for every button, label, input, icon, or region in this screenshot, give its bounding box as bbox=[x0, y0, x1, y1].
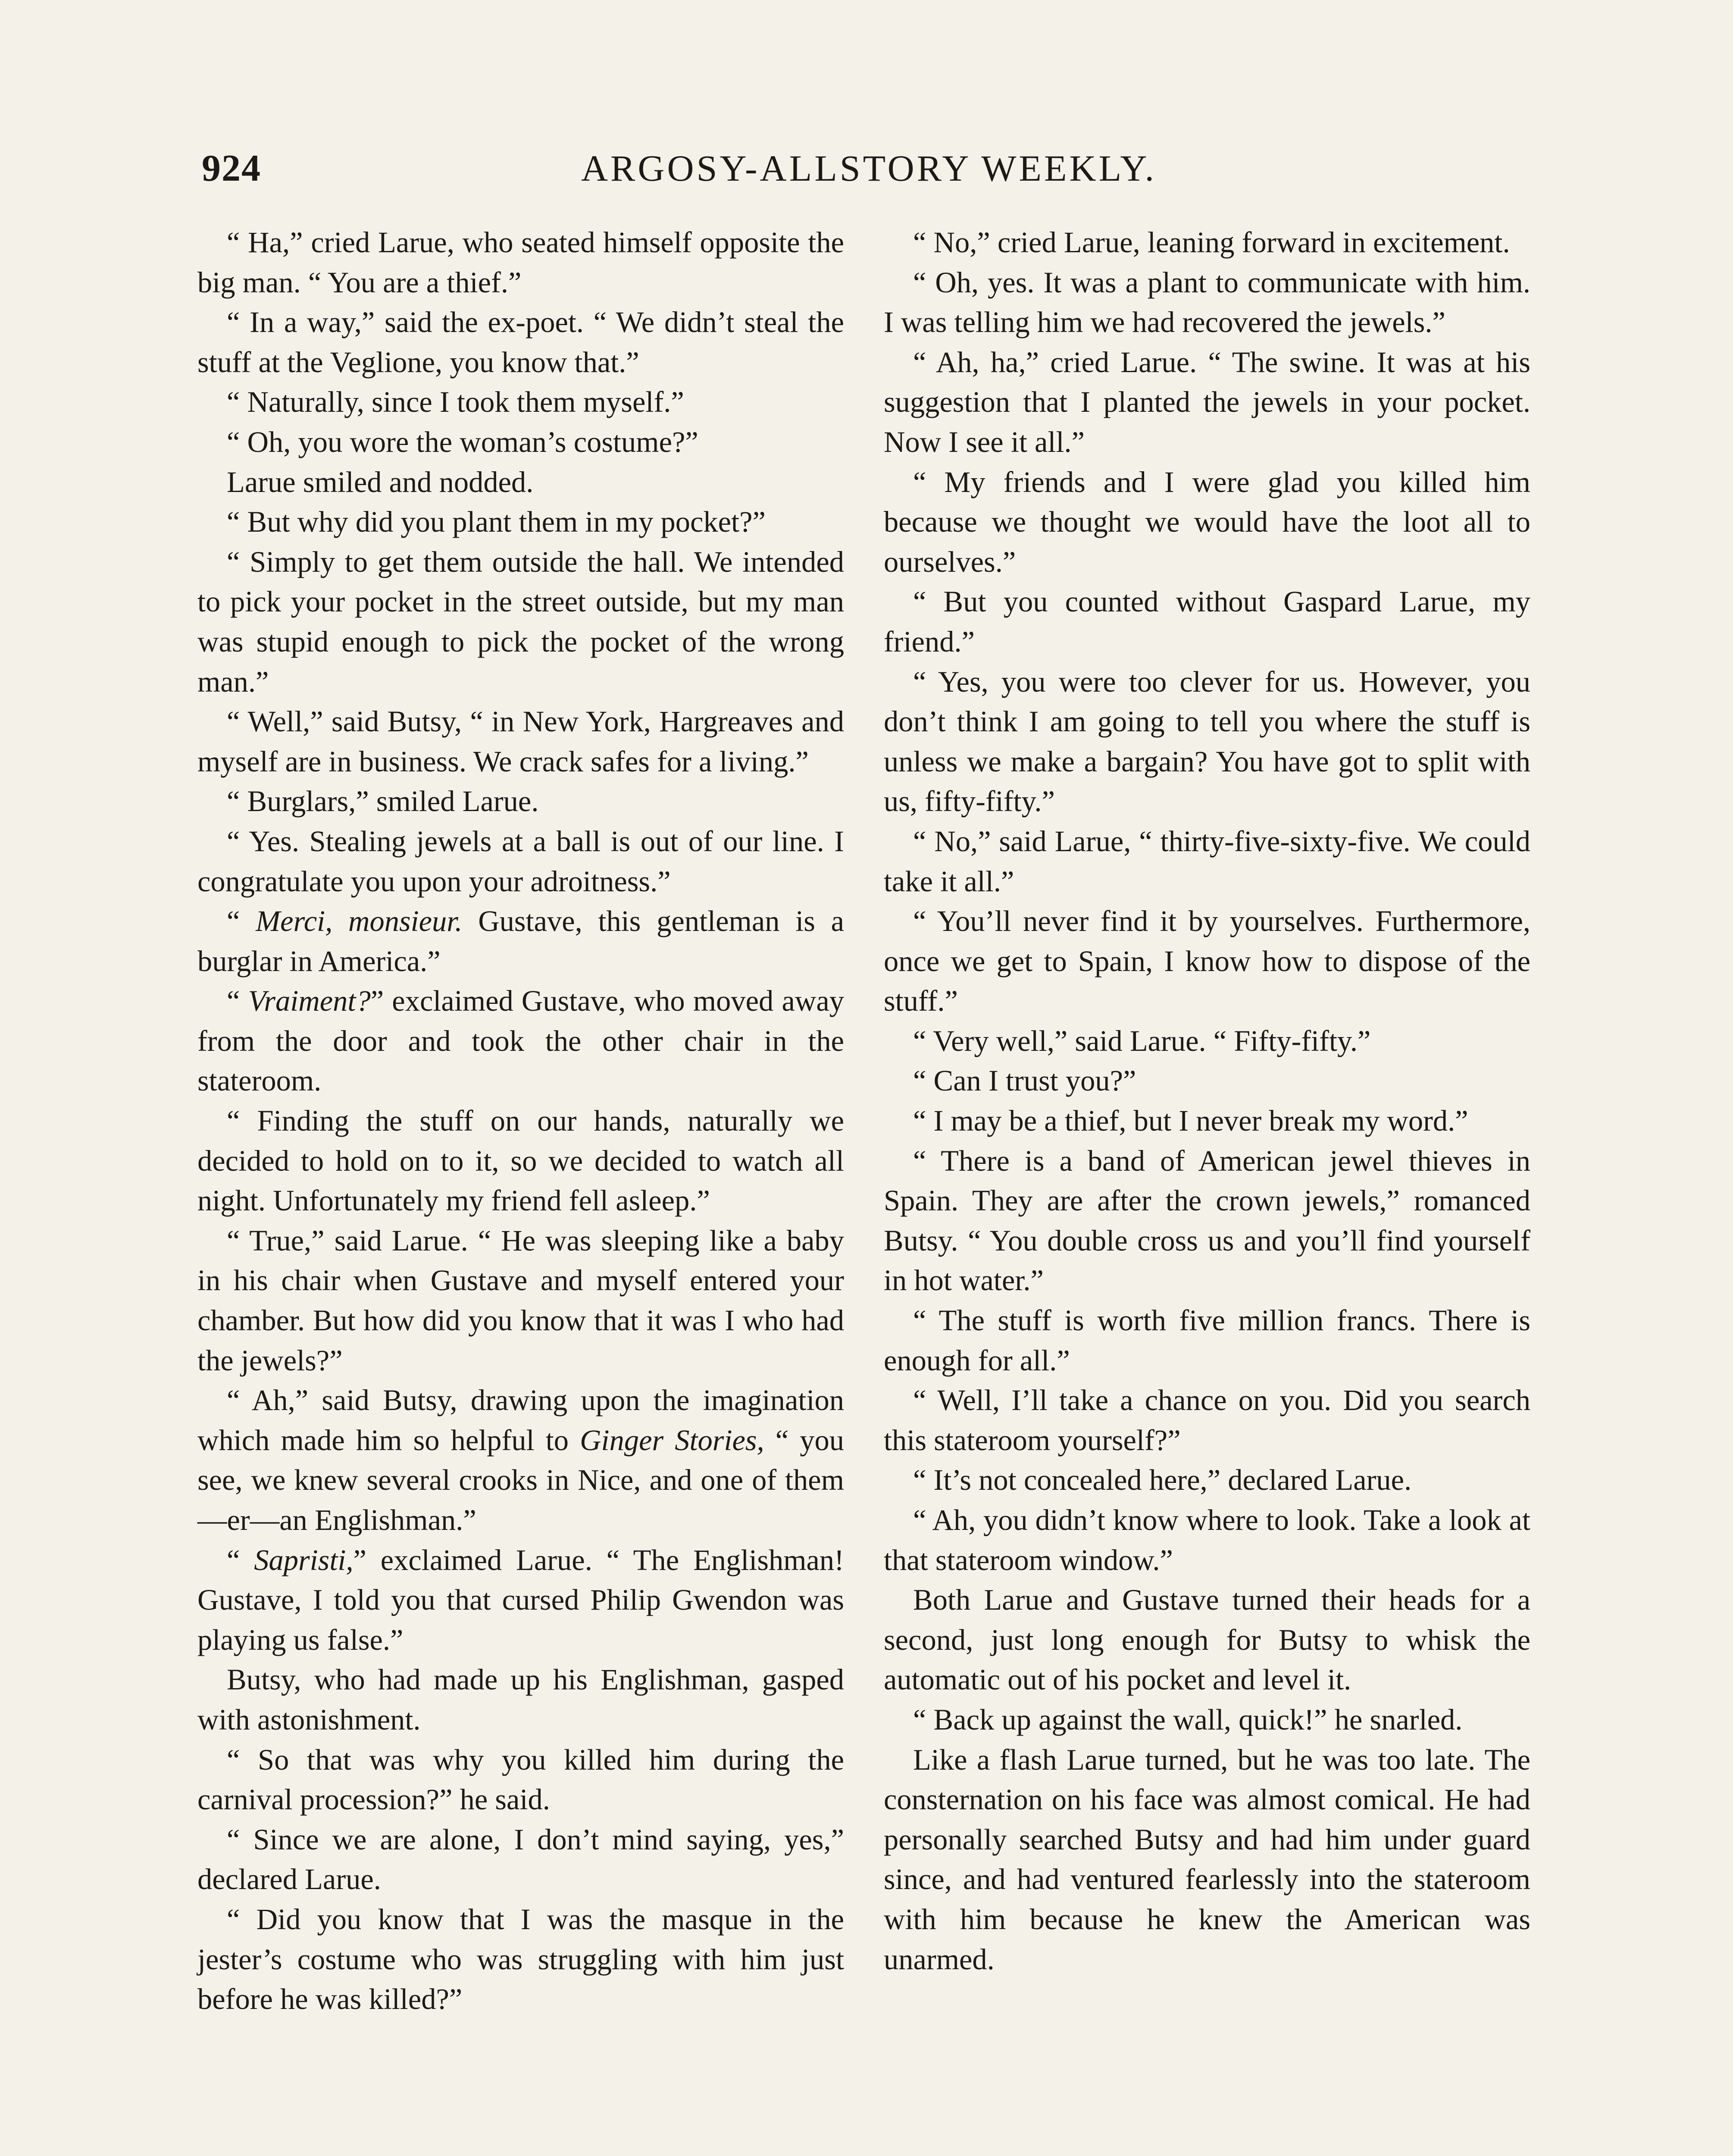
paragraph bbox=[197, 781, 844, 821]
paragraph-text: “ Well,” said Butsy, “ in New York, Hargreaves and myself are in business. We crack safes for a living.” bbox=[197, 705, 844, 778]
paragraph-text: “ The stuff is worth five million francs. There is enough for all.” bbox=[884, 1304, 1530, 1377]
paragraph bbox=[197, 981, 844, 1101]
paragraph-text: “ Oh, yes. It was a plant to communicate with him. I was telling him we had recovered the jewels.” bbox=[884, 266, 1530, 339]
paragraph-text: Larue smiled and nodded. bbox=[227, 465, 534, 498]
paragraph bbox=[884, 1740, 1530, 1980]
paragraph bbox=[197, 422, 844, 462]
paragraph-text: “ It’s not concealed here,” declared Larue. bbox=[913, 1463, 1412, 1497]
paragraph bbox=[884, 263, 1530, 342]
paragraph bbox=[197, 1380, 844, 1540]
right-column bbox=[884, 222, 1530, 1979]
paragraph bbox=[197, 222, 844, 302]
paragraph bbox=[197, 901, 844, 981]
paragraph bbox=[884, 1380, 1530, 1460]
paragraph-text: “ But you counted without Gaspard Larue, my friend.” bbox=[884, 585, 1530, 658]
paragraph bbox=[884, 1500, 1530, 1580]
paragraph-text: “ I may be a thief, but I never break my word.” bbox=[913, 1104, 1468, 1138]
paragraph bbox=[884, 1700, 1530, 1740]
running-title: ARGOSY-ALLSTORY WEEKLY. bbox=[581, 147, 1157, 189]
paragraph-text: “ bbox=[227, 1543, 254, 1576]
paragraph-text: “ Naturally, since I took them myself.” bbox=[227, 385, 684, 419]
paragraph-text: “ you see, we knew several crooks in Nice, and one of them—er—an Englishman.” bbox=[197, 1423, 844, 1536]
paragraph bbox=[884, 342, 1530, 462]
paragraph bbox=[197, 702, 844, 781]
paragraph-text: “ Ah, ha,” cried Larue. “ The swine. It was at his suggestion that I planted the jewels in your pocket. Now I see it all.” bbox=[884, 345, 1530, 458]
paragraph-text: “ There is a band of American jewel thieves in Spain. They are after the crown jewels,” romanced Butsy. “ You double cross us and you’ll find yourself in hot water.” bbox=[884, 1144, 1530, 1297]
page-number: 924 bbox=[202, 147, 261, 189]
paragraph bbox=[197, 502, 844, 542]
paragraph-text: “ Can I trust you?” bbox=[913, 1064, 1136, 1097]
paragraph-text: “ Very well,” said Larue. “ Fifty-fifty.” bbox=[913, 1024, 1371, 1057]
paragraph bbox=[884, 901, 1530, 1021]
paragraph bbox=[197, 1101, 844, 1221]
italic-text: Ginger Stories, bbox=[580, 1423, 764, 1457]
paragraph-text: “ Burglars,” smiled Larue. bbox=[227, 785, 539, 818]
paragraph-text: “ Yes. Stealing jewels at a ball is out of our line. I congratulate you upon your adroitness.” bbox=[197, 824, 844, 898]
left-column bbox=[197, 222, 844, 2019]
paragraph-text: Both Larue and Gustave turned their heads for a second, just long enough for Butsy to whisk the automatic out of his pocket and level it. bbox=[884, 1583, 1530, 1696]
paragraph-text: “ Back up against the wall, quick!” he snarled. bbox=[913, 1703, 1463, 1736]
paragraph-text: Like a flash Larue turned, but he was too late. The consternation on his face was almost comical. He had personally searched Butsy and had him under guard since, and had ventured fearlessly into the stateroom with him because he knew the American was unarmed. bbox=[884, 1743, 1530, 1976]
paragraph-text: “ My friends and I were glad you killed him because we thought we would have the loot all to ourselves.” bbox=[884, 465, 1530, 578]
paragraph bbox=[197, 542, 844, 702]
paragraph-text: “ No,” cried Larue, leaning forward in excitement. bbox=[913, 226, 1510, 259]
paragraph-text: “ Ah,” said Butsy, drawing upon the imagination which made him so helpful to bbox=[197, 1384, 844, 1457]
paragraph bbox=[884, 1141, 1530, 1300]
paragraph bbox=[197, 1221, 844, 1380]
paragraph-text: “ No,” said Larue, “ thirty-five-sixty-five. We could take it all.” bbox=[884, 824, 1530, 898]
paragraph-text: Gustave, this gentleman is a burglar in America.” bbox=[197, 905, 844, 978]
paragraph-text: “ Ha,” cried Larue, who seated himself opposite the big man. “ You are a thief.” bbox=[197, 226, 844, 299]
paragraph-text: “ Oh, you wore the woman’s costume?” bbox=[227, 425, 698, 458]
paragraph bbox=[884, 662, 1530, 821]
paragraph-text: ” exclaimed Gustave, who moved away from the door and took the other chair in the stateroom. bbox=[197, 984, 844, 1097]
paragraph bbox=[197, 1899, 844, 2019]
paragraph bbox=[884, 462, 1530, 582]
paragraph bbox=[197, 1660, 844, 1739]
paragraph bbox=[884, 1101, 1530, 1141]
paragraph bbox=[884, 582, 1530, 661]
paragraph bbox=[197, 1820, 844, 1899]
paragraph bbox=[884, 1580, 1530, 1700]
paragraph-text: “ True,” said Larue. “ He was sleeping like a baby in his chair when Gustave and myself entered your chamber. But how did you know that it was I who had the jewels?” bbox=[197, 1224, 844, 1377]
page-header bbox=[202, 147, 1536, 198]
paragraph-text: “ In a way,” said the ex-poet. “ We didn’t steal the stuff at the Veglione, you know that.” bbox=[197, 306, 844, 379]
italic-text: Vraiment? bbox=[248, 984, 371, 1018]
paragraph-text: “ You’ll never find it by yourselves. Furthermore, once we get to Spain, I know how to dispose of the stuff.” bbox=[884, 905, 1530, 1018]
paragraph-text: “ bbox=[227, 905, 256, 938]
paragraph-text: ” exclaimed Larue. “ The Englishman! Gustave, I told you that cursed Philip Gwendon was playing us false.” bbox=[197, 1543, 844, 1656]
italic-text: Merci, monsieur. bbox=[256, 905, 463, 938]
paragraph-text: “ Since we are alone, I don’t mind saying, yes,” declared Larue. bbox=[197, 1823, 844, 1896]
paragraph bbox=[884, 1061, 1530, 1101]
paragraph bbox=[884, 1021, 1530, 1061]
paragraph-text: “ Yes, you were too clever for us. However, you don’t think I am going to tell you where the stuff is unless we make a bargain? You have got to split with us, fifty-fifty.” bbox=[884, 665, 1530, 818]
paragraph bbox=[884, 821, 1530, 901]
paragraph-text: “ But why did you plant them in my pocket?” bbox=[227, 505, 766, 539]
paragraph-text: Butsy, who had made up his Englishman, gasped with astonishment. bbox=[197, 1663, 844, 1736]
paragraph bbox=[197, 302, 844, 382]
paragraph bbox=[884, 1460, 1530, 1500]
paragraph-text: “ Did you know that I was the masque in the jester’s costume who was struggling with him just before he was killed?” bbox=[197, 1902, 844, 2016]
paragraph bbox=[884, 222, 1530, 263]
paragraph-text: “ Finding the stuff on our hands, naturally we decided to hold on to it, so we decided to watch all night. Unfortunately my friend fell asleep.” bbox=[197, 1104, 844, 1217]
paragraph bbox=[884, 1300, 1530, 1380]
paragraph bbox=[197, 462, 844, 502]
paragraph bbox=[197, 1740, 844, 1820]
paragraph-text: “ So that was why you killed him during the carnival procession?” he said. bbox=[197, 1743, 844, 1816]
paragraph-text: “ bbox=[227, 984, 248, 1018]
paragraph-text: “ Simply to get them outside the hall. We intended to pick your pocket in the street outside, but my man was stupid enough to pick the pocket of the wrong man.” bbox=[197, 545, 844, 698]
paragraph bbox=[197, 1540, 844, 1660]
paragraph bbox=[197, 821, 844, 901]
paragraph bbox=[197, 382, 844, 422]
paragraph-text: “ Ah, you didn’t know where to look. Take a look at that stateroom window.” bbox=[884, 1504, 1530, 1576]
paragraph-text: “ Well, I’ll take a chance on you. Did you search this stateroom yourself?” bbox=[884, 1384, 1530, 1457]
italic-text: Sapristi, bbox=[254, 1543, 353, 1576]
